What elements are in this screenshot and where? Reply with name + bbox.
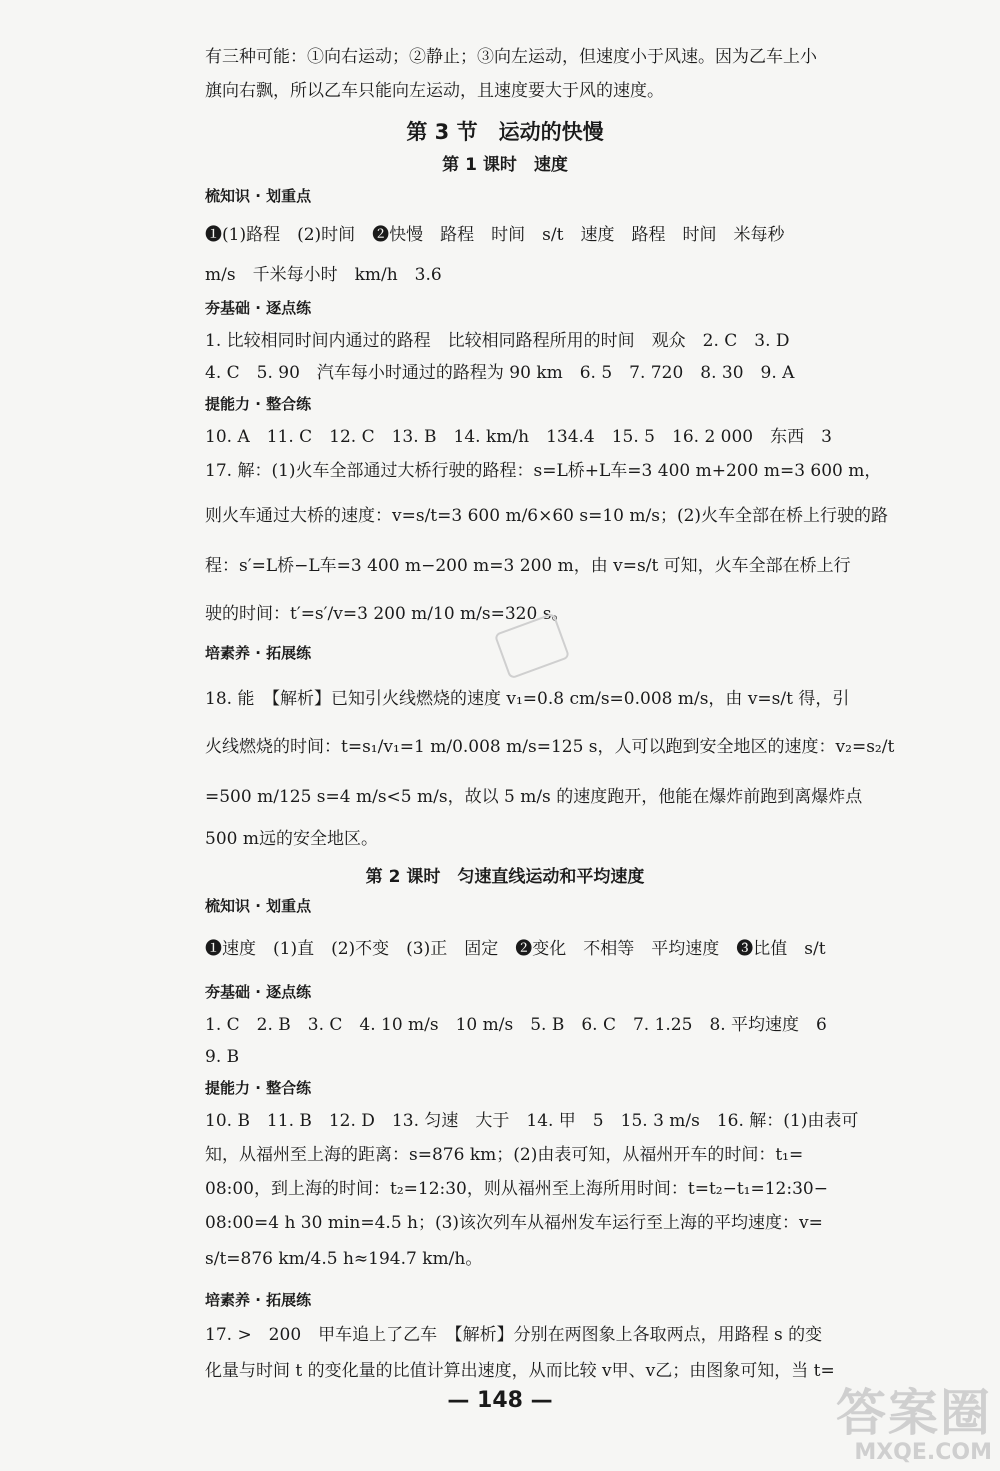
page-number: — 148 — — [447, 1388, 553, 1413]
text-line: 500 m远的安全地区。 — [205, 829, 378, 849]
text-line: ❶(1)路程 (2)时间 ❷快慢 路程 时间 s/t 速度 路程 时间 米每秒 — [205, 225, 785, 245]
lesson-title: 第 1 课时 速度 — [442, 155, 568, 175]
text-line: 驶的时间：t′=s′/v=3 200 m/10 m/s=320 s。 — [205, 604, 569, 624]
part-heading: 培素养 · 拓展练 — [205, 1291, 312, 1309]
text-line: 则火车通过大桥的速度：v=s/t=3 600 m/6×60 s=10 m/s；(2)火车全部在桥上行驶的路 — [205, 506, 889, 526]
text-line: 程：s′=L桥−L车=3 400 m−200 m=3 200 m，由 v=s/t 可知，火车全部在桥上行 — [205, 556, 851, 576]
text-line: 化量与时间 t 的变化量的比值计算出速度，从而比较 v甲、v乙；由图象可知，当 t= — [205, 1361, 835, 1381]
lesson-title: 第 2 课时 匀速直线运动和平均速度 — [365, 867, 645, 887]
part-heading: 梳知识 · 划重点 — [205, 187, 312, 205]
part-heading: 培素养 · 拓展练 — [205, 644, 312, 662]
text-line: 9. B — [205, 1047, 240, 1067]
text-line: 17. 解：(1)火车全部通过大桥行驶的路程：s=L桥+L车=3 400 m+200 m=3 600 m， — [205, 461, 882, 481]
part-heading: 夯基础 · 逐点练 — [205, 299, 312, 317]
part-heading: 梳知识 · 划重点 — [205, 897, 312, 915]
text-line: 10. A 11. C 12. C 13. B 14. km/h 134.4 15. 5 16. 2 000 东西 3 — [205, 427, 832, 447]
text-line: 1. 比较相同时间内通过的路程 比较相同路程所用的时间 观众 2. C 3. D — [205, 331, 790, 351]
text-line: 17. > 200 甲车追上了乙车 【解析】分别在两图象上各取两点，用路程 s 的变 — [205, 1325, 823, 1345]
text-line: 18. 能 【解析】已知引火线燃烧的速度 v₁=0.8 cm/s=0.008 m/s，由 v=s/t 得，引 — [205, 689, 850, 709]
text-line: =500 m/125 s=4 m/s<5 m/s，故以 5 m/s 的速度跑开，他能在爆炸前跑到离爆炸点 — [205, 787, 863, 807]
text-line: 火线燃烧的时间：t=s₁/v₁=1 m/0.008 m/s=125 s，人可以跑到安全地区的速度：v₂=s₂/t — [205, 737, 895, 757]
text-line: m/s 千米每小时 km/h 3.6 — [205, 265, 442, 285]
text-line: 有三种可能：①向右运动；②静止；③向左运动，但速度小于风速。因为乙车上小 — [205, 47, 817, 67]
section-title: 第 3 节 运动的快慢 — [406, 120, 604, 144]
text-line: 08:00，到上海的时间：t₂=12:30，则从福州至上海所用时间：t=t₂−t₁=12:30− — [205, 1179, 828, 1199]
text-line: 4. C 5. 90 汽车每小时通过的路程为 90 km 6. 5 7. 720 8. 30 9. A — [205, 363, 795, 383]
part-heading: 夯基础 · 逐点练 — [205, 983, 312, 1001]
part-heading: 提能力 · 整合练 — [205, 1079, 312, 1097]
watermark-url: MXQE.COM — [854, 1440, 992, 1465]
watermark — [836, 1385, 992, 1465]
watermark-brand: 答案圈 — [836, 1384, 992, 1442]
text-line: 知，从福州至上海的距离：s=876 km；(2)由表可知，从福州开车的时间：t₁= — [205, 1145, 804, 1165]
text-line: 旗向右飘，所以乙车只能向左运动，且速度要大于风的速度。 — [205, 81, 664, 101]
text-line: ❶速度 (1)直 (2)不变 (3)正 固定 ❷变化 不相等 平均速度 ❸比值 s/t — [205, 939, 826, 959]
text-line: 08:00=4 h 30 min=4.5 h；(3)该次列车从福州发车运行至上海的平均速度：v= — [205, 1213, 823, 1233]
text-line: 1. C 2. B 3. C 4. 10 m/s 10 m/s 5. B 6. C 7. 1.25 8. 平均速度 6 — [205, 1015, 827, 1035]
text-line: 10. B 11. B 12. D 13. 匀速 大于 14. 甲 5 15. 3 m/s 16. 解：(1)由表可 — [205, 1111, 859, 1131]
text-line: s/t=876 km/4.5 h≈194.7 km/h。 — [205, 1249, 483, 1269]
part-heading: 提能力 · 整合练 — [205, 395, 312, 413]
